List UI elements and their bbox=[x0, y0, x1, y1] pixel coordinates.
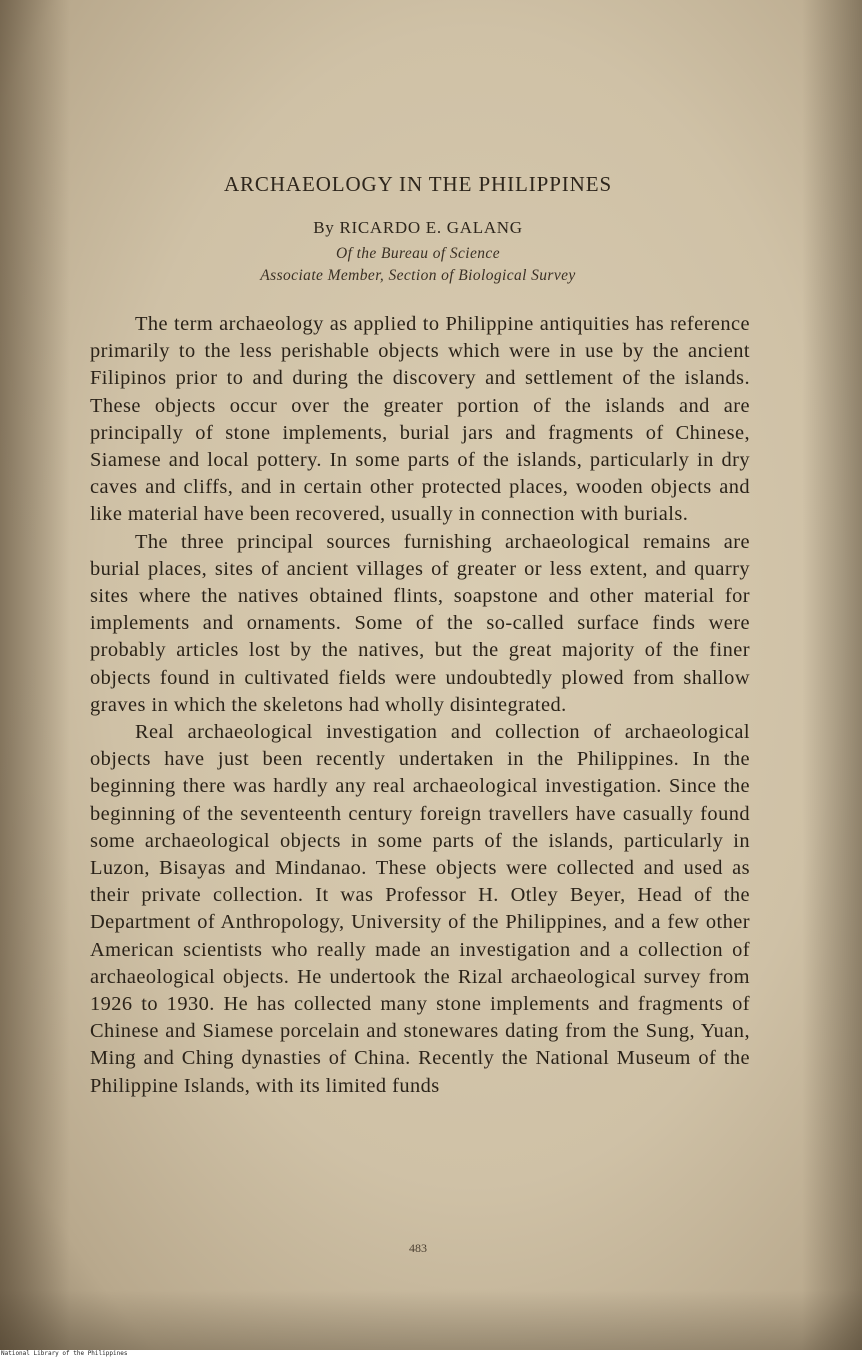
page-shadow-bottom bbox=[0, 1290, 862, 1350]
footer-strip bbox=[0, 1350, 862, 1358]
library-credit: National Library of the Philippines bbox=[1, 1350, 128, 1357]
article-title: ARCHAEOLOGY IN THE PHILIPPINES bbox=[223, 172, 613, 196]
author-affiliation-1: Of the Bureau of Science bbox=[336, 245, 500, 262]
paragraph-2: The three principal sources furnishing archaeological remains are burial places, sites of ancient villages of greater or less extent, and quarry sites where the natives obtained flints, soapstone and other material for implements and ornaments. Some of the so-called surface finds were probably articles lost by the natives, but the great majority of the finer objects found in cultivated fields were undoubtedly plowed from shallow graves in which the skeletons had wholly disintegrated. bbox=[90, 530, 750, 716]
article-body bbox=[90, 311, 750, 1100]
page-shadow-left bbox=[0, 0, 70, 1350]
author-affiliation-2: Associate Member, Section of Biological Survey bbox=[260, 267, 576, 284]
page-shadow-right bbox=[802, 0, 862, 1350]
paragraph-3: Real archaeological investigation and collection of archaeological objects have just been recently undertaken in the Philippines. In the beginning there was hardly any real archaeological investigation. Since the beginning of the seventeenth century foreign travellers have casually found some archaeological objects in some parts of the islands, particularly in Luzon, Bisayas and Mindanao. These objects were collected and used as their private collection. It was Professor H. Otley Beyer, Head of the Department of Anthropology, University of the Philippines, and a few other American scientists who really made an investigation and a collection of archaeological objects. He undertook the Rizal archaeological survey from 1926 to 1930. He has collected many stone implements and fragments of Chinese and Siamese porcelain and stonewares dating from the Sung, Yuan, Ming and Ching dynasties of China. Recently the National Museum of the Philippine Islands, with its limited funds bbox=[90, 721, 750, 1097]
paragraph-1: The term archaeology as applied to Philippine antiquities has reference primarily to the less perishable objects which were in use by the ancient Filipinos prior to and during the discovery and settlement of the islands. These objects occur over the greater portion of the islands and are principally of stone implements, burial jars and fragments of Chinese, Siamese and local pottery. In some parts of the islands, particularly in dry caves and cliffs, and in certain other protected places, wooden objects and like material have been recovered, usually in connection with burials. bbox=[90, 313, 750, 526]
page-number: 483 bbox=[409, 1241, 427, 1255]
author-byline: By RICARDO E. GALANG bbox=[313, 218, 523, 237]
